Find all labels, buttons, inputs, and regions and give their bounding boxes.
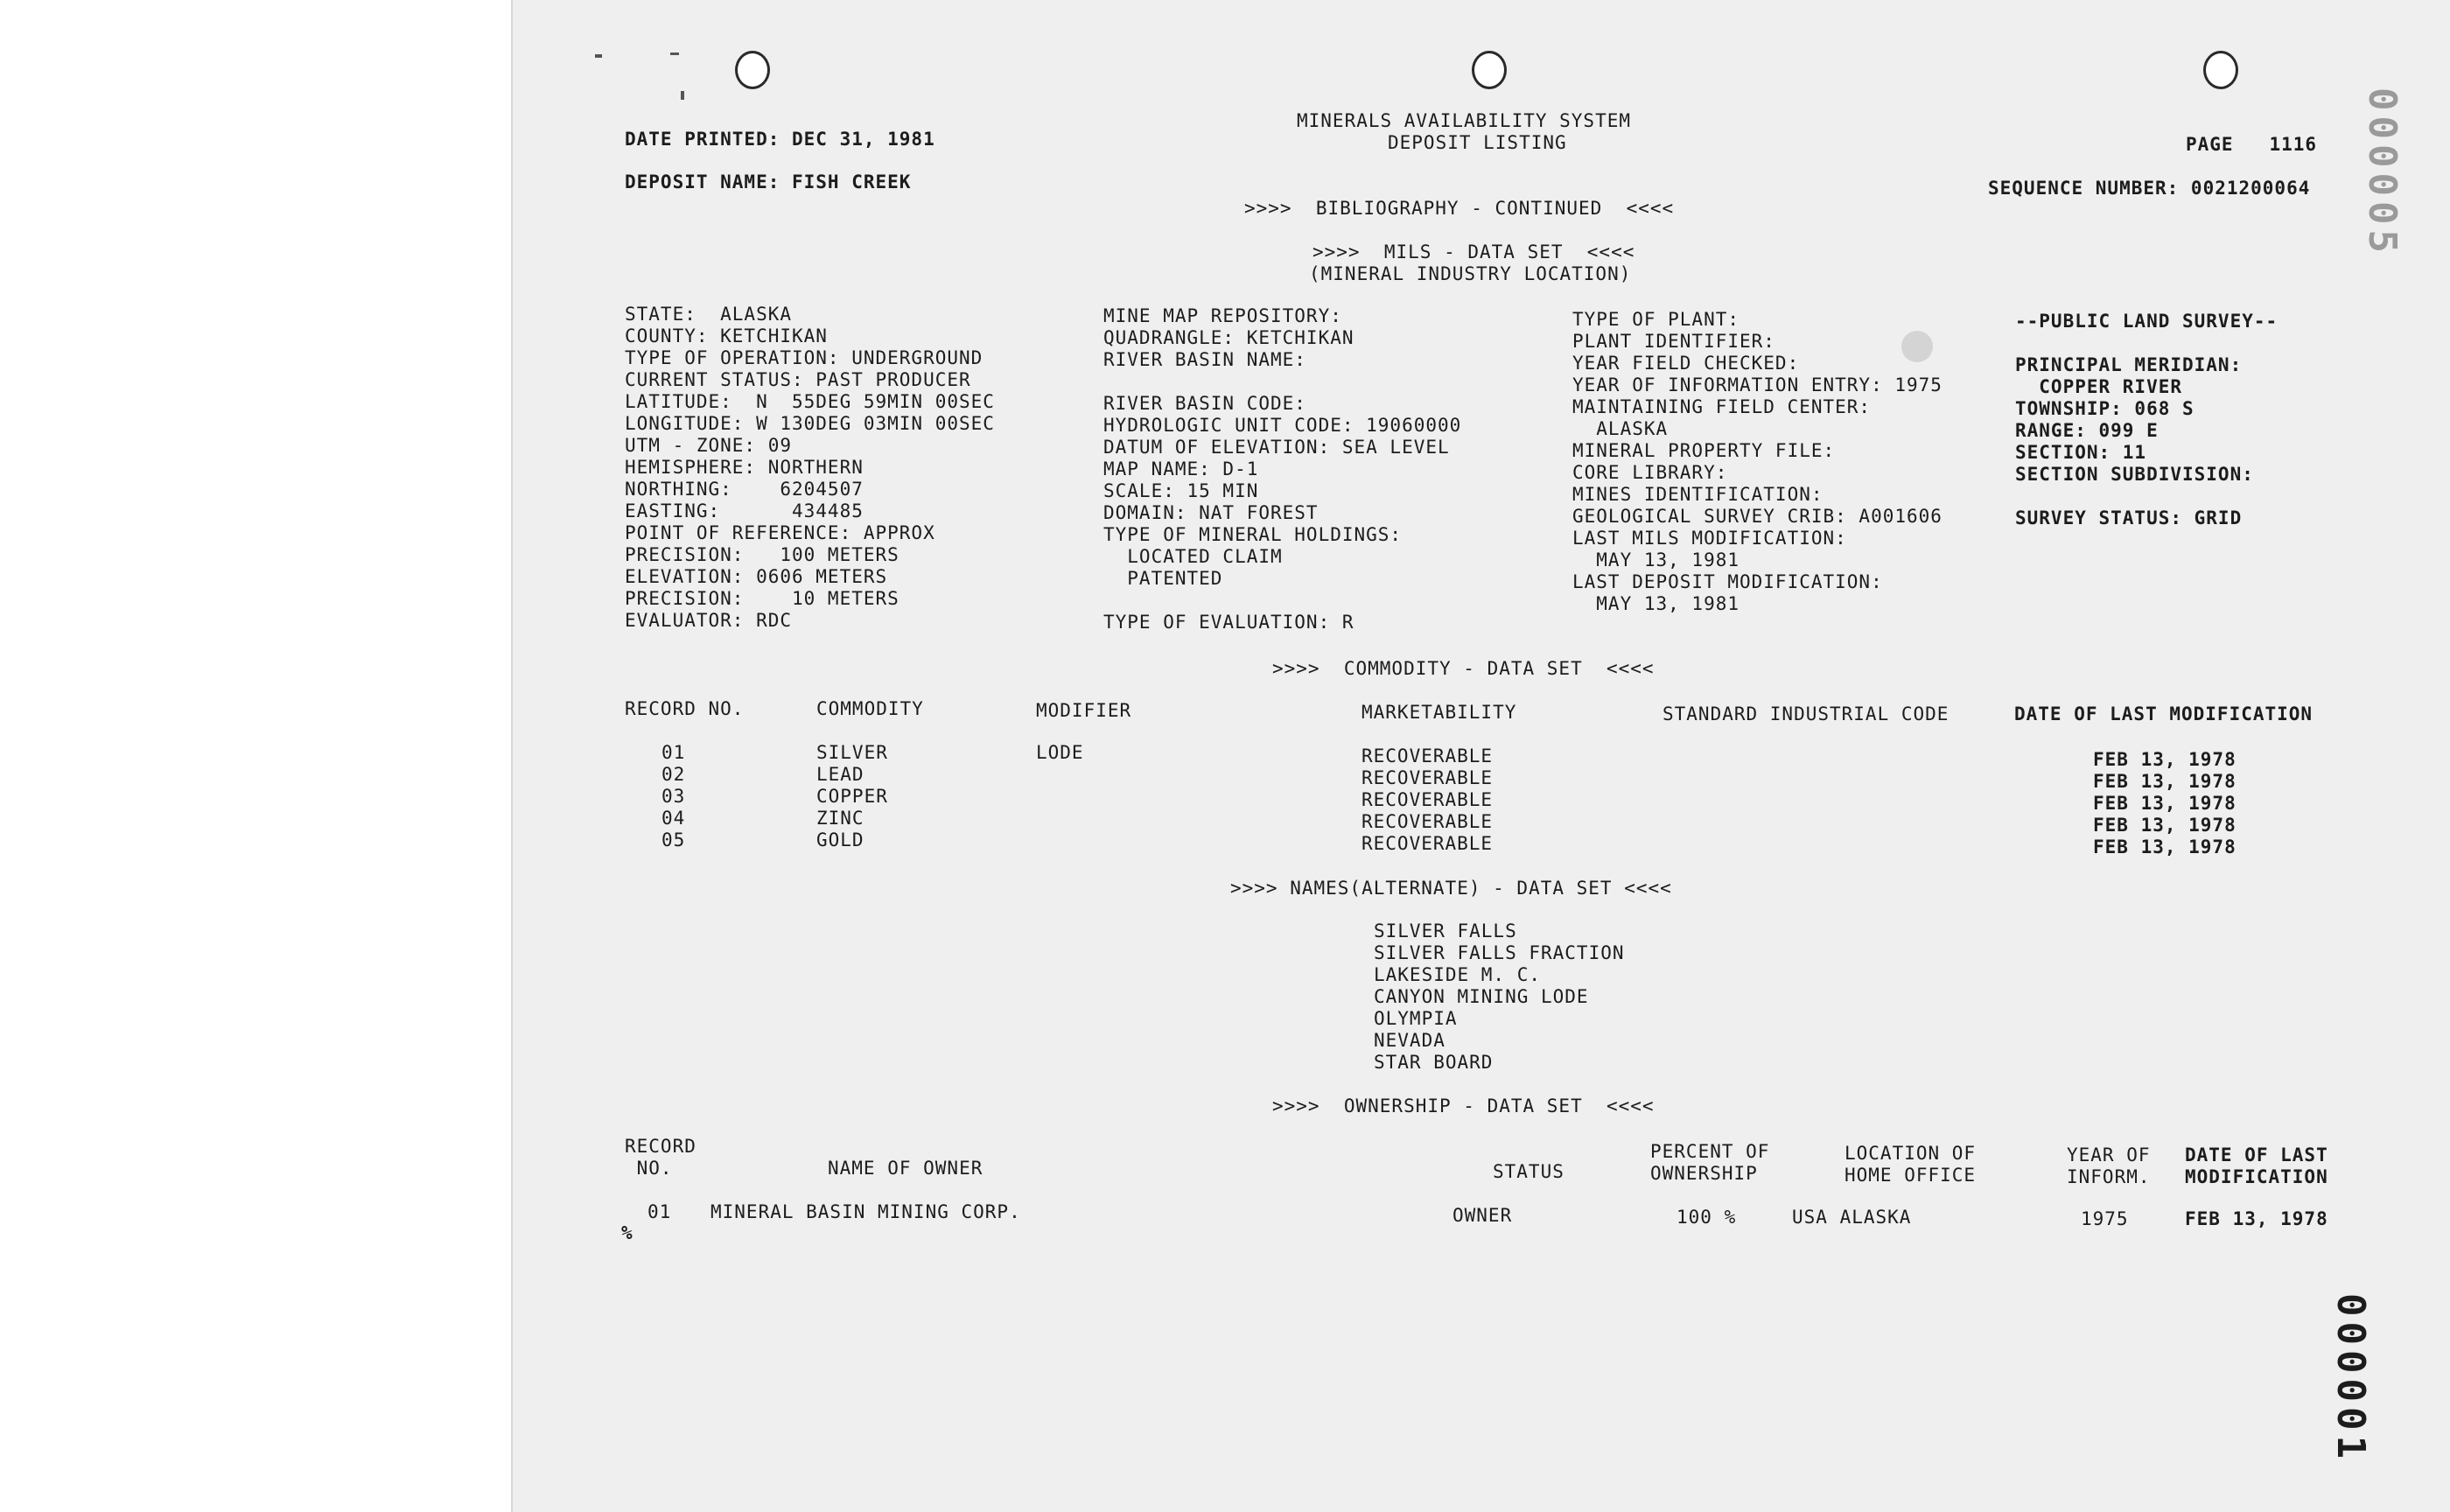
ownership-percent: 100 % [1676, 1207, 1737, 1228]
list-item: CANYON MINING LODE [1374, 986, 1589, 1007]
field-holding-located-claim: LOCATED CLAIM [1103, 546, 1283, 567]
field-hydrologic-unit-code: HYDROLOGIC UNIT CODE: 19060000 [1103, 415, 1462, 436]
ownership-banner: >>>> OWNERSHIP - DATA SET <<<< [1272, 1096, 1655, 1116]
punch-hole-right [2203, 51, 2238, 89]
bibliography-banner: >>>> BIBLIOGRAPHY - CONTINUED <<<< [1244, 198, 1675, 219]
page-stamp-bottom: 000001 [2328, 1293, 2373, 1464]
table-row-record: 03 [662, 786, 686, 807]
commodity-header-marketability: MARKETABILITY [1362, 702, 1517, 723]
field-precision: PRECISION: 100 METERS [625, 544, 900, 565]
ownership-header-percent-2: OWNERSHIP [1650, 1163, 1758, 1184]
table-row-record: 04 [662, 808, 686, 829]
table-cell-commodity: GOLD [816, 830, 864, 850]
table-cell-commodity: ZINC [816, 808, 864, 829]
field-elevation-precision: PRECISION: 10 METERS [625, 588, 900, 609]
listing-title: DEPOSIT LISTING [1388, 132, 1567, 153]
field-map-name: MAP NAME: D-1 [1103, 458, 1259, 480]
punch-hole-center [1472, 51, 1507, 89]
ownership-header-date-1: DATE OF LAST [2185, 1144, 2328, 1166]
commodity-header-sic: STANDARD INDUSTRIAL CODE [1662, 704, 1950, 724]
ownership-status: OWNER [1452, 1205, 1513, 1226]
table-cell-marketability: RECOVERABLE [1362, 789, 1494, 810]
field-maintaining-center-value: ALASKA [1572, 418, 1669, 439]
spacer [1103, 590, 1461, 612]
field-section: SECTION: 11 [2015, 442, 2147, 463]
list-item: SILVER FALLS [1374, 920, 1517, 942]
commodity-header-modifier: MODIFIER [1036, 700, 1132, 721]
table-cell-marketability: RECOVERABLE [1362, 767, 1494, 788]
field-type-of-evaluation: TYPE OF EVALUATION: R [1103, 612, 1354, 633]
deposit-name: DEPOSIT NAME: FISH CREEK [625, 172, 912, 192]
ownership-header-record-2: NO. [625, 1158, 673, 1179]
ownership-header-percent-1: PERCENT OF [1650, 1141, 1770, 1162]
mils-column-1 [625, 304, 995, 632]
field-year-field-checked: YEAR FIELD CHECKED: [1572, 353, 1800, 374]
commodity-record-numbers [662, 742, 685, 851]
table-cell-date: FEB 13, 1978 [2093, 771, 2236, 792]
ownership-year: 1975 [2081, 1208, 2129, 1229]
mils-banner: >>>> MILS - DATA SET <<<< [1312, 242, 1635, 262]
spacer [1103, 371, 1461, 393]
ownership-header-status: STATUS [1493, 1161, 1564, 1182]
table-cell-commodity: LEAD [816, 764, 864, 785]
ownership-owner-name: MINERAL BASIN MINING CORP. [710, 1201, 1021, 1222]
spacer [2015, 332, 2278, 354]
alternate-names-list [1374, 920, 1625, 1074]
field-mineral-property-file: MINERAL PROPERTY FILE: [1572, 440, 1836, 461]
table-cell-marketability: RECOVERABLE [1362, 833, 1494, 854]
commodity-modifiers [1036, 742, 1084, 764]
field-current-status: CURRENT STATUS: PAST PRODUCER [625, 369, 971, 390]
field-holding-patented: PATENTED [1103, 568, 1223, 589]
table-row-record: 02 [662, 764, 686, 785]
table-cell-date: FEB 13, 1978 [2093, 815, 2236, 836]
field-river-basin-name: RIVER BASIN NAME: [1103, 349, 1306, 370]
system-title: MINERALS AVAILABILITY SYSTEM [1297, 110, 1632, 131]
field-township: TOWNSHIP: 068 S [2015, 398, 2194, 419]
list-item: STAR BOARD [1374, 1052, 1494, 1073]
list-item: OLYMPIA [1374, 1008, 1458, 1029]
ownership-header-name: NAME OF OWNER [828, 1158, 984, 1179]
field-state: STATE: ALASKA [625, 304, 793, 325]
field-section-subdivision: SECTION SUBDIVISION: [2015, 464, 2254, 485]
field-plant-identifier: PLANT IDENTIFIER: [1572, 331, 1775, 352]
field-maintaining-center: MAINTAINING FIELD CENTER: [1572, 396, 1872, 417]
field-domain: DOMAIN: NAT FOREST [1103, 502, 1319, 523]
table-cell-marketability: RECOVERABLE [1362, 811, 1494, 832]
field-evaluator: EVALUATOR: RDC [625, 610, 793, 631]
table-cell-commodity: SILVER [816, 742, 888, 763]
table-cell-commodity: COPPER [816, 786, 888, 807]
field-quadrangle: QUADRANGLE: KETCHIKAN [1103, 327, 1354, 348]
field-survey-status: SURVEY STATUS: GRID [2015, 508, 2243, 528]
commodity-header-commodity: COMMODITY [816, 698, 924, 719]
names-banner: >>>> NAMES(ALTERNATE) - DATA SET <<<< [1230, 878, 1672, 899]
field-utm-zone: UTM - ZONE: 09 [625, 435, 793, 456]
field-geological-survey-crib: GEOLOGICAL SURVEY CRIB: A001606 [1572, 506, 1942, 527]
speck [670, 52, 679, 55]
table-cell-date: FEB 13, 1978 [2093, 836, 2236, 858]
field-point-of-reference: POINT OF REFERENCE: APPROX [625, 522, 935, 543]
field-northing: NORTHING: 6204507 [625, 479, 864, 500]
list-item: LAKESIDE M. C. [1374, 964, 1542, 985]
ownership-header-location-1: LOCATION OF [1844, 1143, 1977, 1164]
commodity-banner: >>>> COMMODITY - DATA SET <<<< [1272, 658, 1655, 679]
commodity-header-date: DATE OF LAST MODIFICATION [2014, 704, 2314, 724]
spacer [2015, 486, 2278, 508]
ownership-header-year-2: INFORM. [2067, 1166, 2151, 1187]
ownership-header-date-2: MODIFICATION [2185, 1166, 2328, 1187]
commodity-dates [2093, 749, 2236, 858]
field-operation-type: TYPE OF OPERATION: UNDERGROUND [625, 347, 984, 368]
field-year-info-entry: YEAR OF INFORMATION ENTRY: 1975 [1572, 374, 1942, 396]
field-datum-of-elevation: DATUM OF ELEVATION: SEA LEVEL [1103, 437, 1450, 458]
ownership-header-record-1: RECORD [625, 1136, 696, 1157]
speck [681, 91, 684, 100]
field-county: COUNTY: KETCHIKAN [625, 326, 828, 346]
speck [595, 54, 602, 58]
table-cell-date: FEB 13, 1978 [2093, 793, 2236, 814]
mils-column-2 [1103, 305, 1461, 634]
date-printed: DATE PRINTED: DEC 31, 1981 [625, 129, 935, 150]
table-cell-modifier: LODE [1036, 742, 1084, 763]
punch-hole-left [735, 51, 770, 89]
field-easting: EASTING: 434485 [625, 500, 864, 522]
field-river-basin-code: RIVER BASIN CODE: [1103, 393, 1306, 414]
field-core-library: CORE LIBRARY: [1572, 462, 1728, 483]
ownership-date: FEB 13, 1978 [2185, 1208, 2328, 1229]
commodity-header-record: RECORD NO. [625, 698, 745, 719]
field-last-deposit-modification-date: MAY 13, 1981 [1572, 593, 1740, 614]
field-last-mils-modification: LAST MILS MODIFICATION: [1572, 528, 1847, 549]
field-principal-meridian-value: COPPER RIVER [2015, 376, 2183, 397]
ownership-footer-mark: % [621, 1222, 634, 1243]
field-mine-map-repository: MINE MAP REPOSITORY: [1103, 305, 1342, 326]
field-hemisphere: HEMISPHERE: NORTHERN [625, 457, 864, 478]
field-longitude: LONGITUDE: W 130DEG 03MIN 00SEC [625, 413, 995, 434]
public-land-survey [2015, 311, 2278, 529]
field-elevation: ELEVATION: 0606 METERS [625, 566, 888, 587]
field-mineral-holdings: TYPE OF MINERAL HOLDINGS: [1103, 524, 1403, 545]
field-latitude: LATITUDE: N 55DEG 59MIN 00SEC [625, 391, 995, 412]
ownership-header-location-2: HOME OFFICE [1844, 1165, 1977, 1186]
field-scale: SCALE: 15 MIN [1103, 480, 1259, 501]
list-item: SILVER FALLS FRACTION [1374, 942, 1625, 963]
commodity-marketability [1362, 746, 1493, 855]
mils-subtitle: (MINERAL INDUSTRY LOCATION) [1309, 263, 1632, 284]
page-stamp-top: 000005 [2360, 88, 2404, 258]
field-mines-identification: MINES IDENTIFICATION: [1572, 484, 1824, 505]
public-land-survey-heading: --PUBLIC LAND SURVEY-- [2015, 311, 2278, 332]
ownership-record-no: 01 [648, 1201, 672, 1222]
ownership-header-year-1: YEAR OF [2067, 1144, 2151, 1166]
field-last-mils-modification-date: MAY 13, 1981 [1572, 550, 1740, 570]
page-number: PAGE 1116 [2186, 134, 2318, 155]
list-item: NEVADA [1374, 1030, 1446, 1051]
commodity-names [816, 742, 888, 851]
table-row-record: 05 [662, 830, 686, 850]
table-cell-marketability: RECOVERABLE [1362, 746, 1494, 766]
table-cell-date: FEB 13, 1978 [2093, 749, 2236, 770]
field-range: RANGE: 099 E [2015, 420, 2159, 441]
field-last-deposit-modification: LAST DEPOSIT MODIFICATION: [1572, 571, 1883, 592]
ownership-location: USA ALASKA [1792, 1207, 1912, 1228]
sequence-number: SEQUENCE NUMBER: 0021200064 [1988, 178, 2311, 199]
table-row-record: 01 [662, 742, 686, 763]
field-type-of-plant: TYPE OF PLANT: [1572, 309, 1740, 330]
mils-column-3 [1572, 309, 1942, 615]
field-principal-meridian: PRINCIPAL MERIDIAN: [2015, 354, 2243, 375]
